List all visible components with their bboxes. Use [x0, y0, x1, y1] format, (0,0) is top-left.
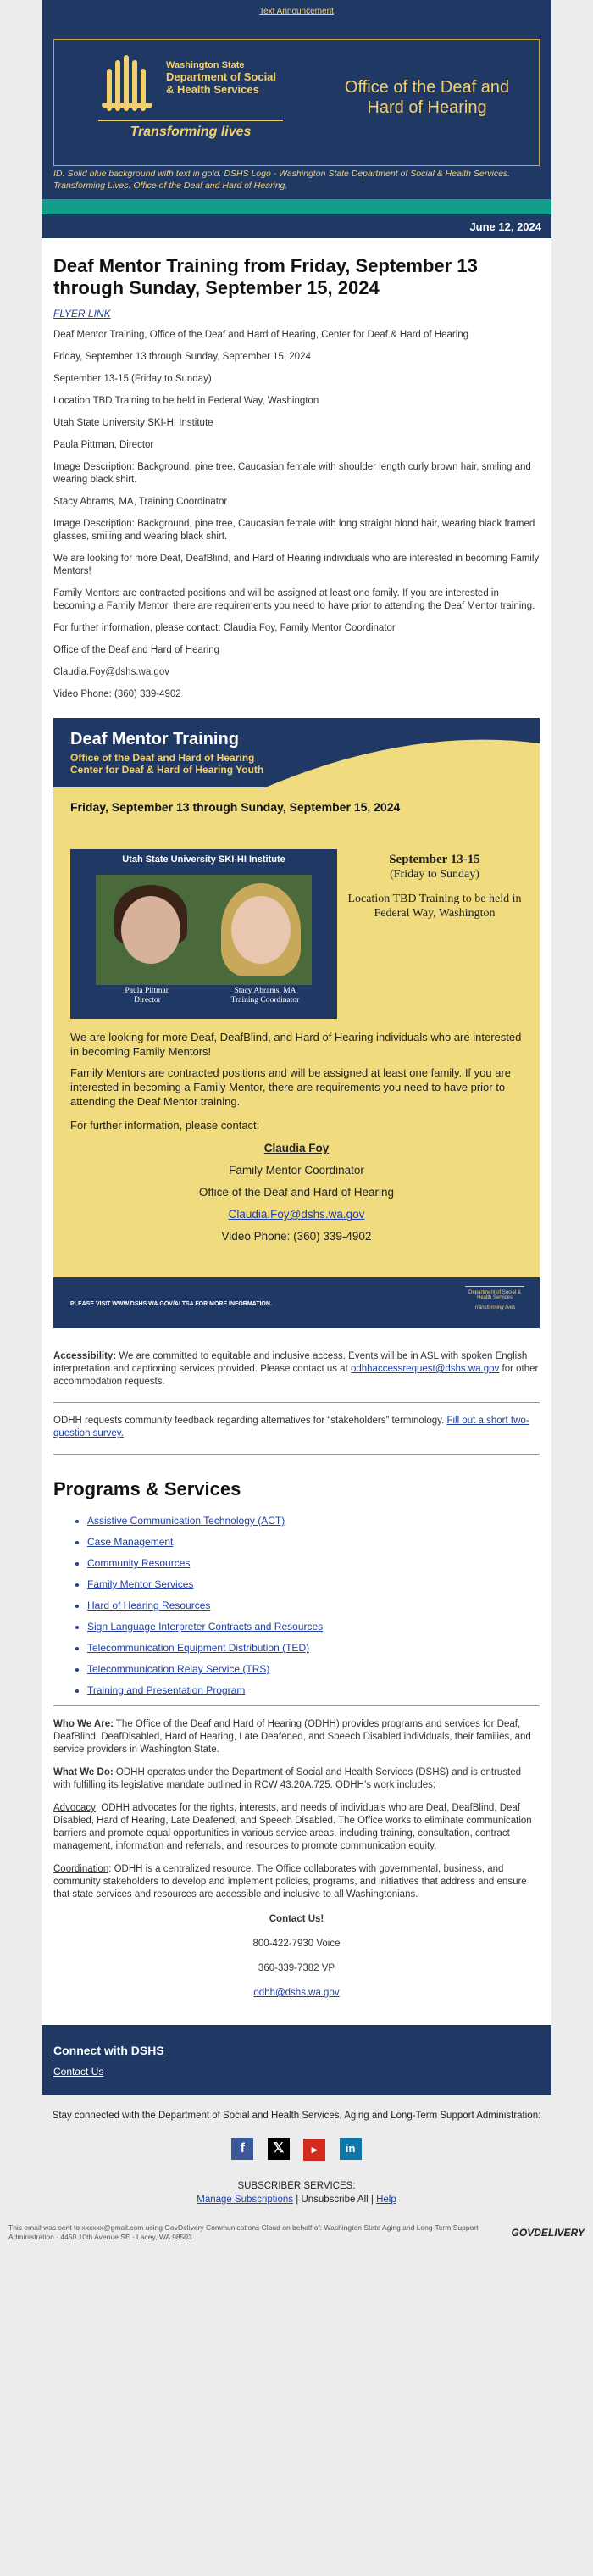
- facebook-icon[interactable]: f: [231, 2138, 253, 2160]
- stay-connected-text: Stay connected with the Department of Social and Health Services, Aging and Long-Term Support Administration:: [52, 2111, 541, 2121]
- flyer-mini-logo-text: Department of Social & Health Services: [468, 1290, 521, 1300]
- article-paragraph: Utah State University SKI-HI Institute: [53, 418, 213, 428]
- flyer-mini-logo: [465, 1286, 524, 1319]
- flyer-photo-panel: [70, 849, 337, 1019]
- what-label: What We Do:: [53, 1767, 114, 1778]
- banner-office-name: Office of the Deaf and Hard of Hearing: [344, 78, 510, 117]
- x-icon[interactable]: 𝕏: [268, 2138, 290, 2160]
- flyer-side-dates: September 13-15: [389, 853, 480, 866]
- contact-voice: 800-422-7930 Voice: [252, 1939, 341, 1949]
- person1-caption: [101, 987, 194, 1005]
- article-paragraph: September 13-15 (Friday to Sunday): [53, 374, 212, 384]
- who-we-are: [53, 1718, 540, 1756]
- person2-role: Training Coordinator: [230, 996, 300, 1004]
- unsubscribe-link[interactable]: Unsubscribe All: [301, 2195, 369, 2205]
- coordination-text: : ODHH is a centralized resource. The Office collaborates with governmental, business, and community stakeholders to develop and implement policies, programs, and initiatives that address and ensure that state services and resources are accessible and inclusive to all Washingtonians.: [53, 1864, 527, 1900]
- text-announcement-link[interactable]: Text Announcement: [259, 7, 334, 16]
- program-link-trs[interactable]: Telecommunication Relay Service (TRS): [87, 1663, 270, 1675]
- article-paragraph: Location TBD Training to be held in Federal Way, Washington: [53, 396, 319, 406]
- social-icons: [42, 2138, 551, 2161]
- program-link-family-mentor[interactable]: Family Mentor Services: [87, 1578, 194, 1590]
- manage-subscriptions-link[interactable]: Manage Subscriptions: [197, 2195, 294, 2205]
- issue-date: June 12, 2024: [469, 220, 541, 233]
- flyer-dates: Friday, September 13 through Sunday, September 15, 2024: [70, 800, 401, 814]
- separator: |: [296, 2195, 299, 2205]
- person2-name: Stacy Abrams, MA: [234, 987, 296, 995]
- person1-name: Paula Pittman: [125, 987, 170, 995]
- survey-link[interactable]: Fill out a short two-question survey.: [53, 1416, 529, 1438]
- coordination-paragraph: [53, 1863, 540, 1901]
- program-item: [87, 1556, 540, 1570]
- flyer-contact-name: Claudia Foy: [263, 1142, 330, 1154]
- article-paragraph: Family Mentors are contracted positions and will be assigned at least one family. If you are interested in becoming a Family Mentor, there are requirements you need to have prior to attending the Deaf Mentor training.: [53, 588, 535, 611]
- program-item: [87, 1641, 540, 1655]
- dshs-hands-icon: [98, 52, 161, 120]
- advocacy-paragraph: [53, 1802, 540, 1853]
- person1-role: Director: [134, 996, 161, 1004]
- connect-band: [42, 2025, 551, 2095]
- flyer-photo-header: Utah State University SKI-HI Institute: [122, 854, 285, 865]
- contact-us-link[interactable]: Contact Us: [53, 2066, 104, 2078]
- flyer-side-days: (Friday to Sunday): [390, 868, 479, 881]
- flyer-mini-logo-tag: Transforming lives: [474, 1305, 516, 1310]
- presenters-photo: [96, 875, 312, 985]
- logo-line2: Department of Social & Health Services: [166, 70, 277, 96]
- flyer-side-info: [346, 852, 524, 921]
- program-link-training[interactable]: Training and Presentation Program: [87, 1684, 246, 1696]
- coordination-label: Coordination: [53, 1864, 109, 1874]
- program-item: [87, 1577, 540, 1591]
- accessibility-text2: for other accommodation requests.: [53, 1364, 539, 1387]
- article-paragraph: Friday, September 13 through Sunday, September 15, 2024: [53, 352, 311, 362]
- flyer-sub1: Office of the Deaf and Hard of Hearing: [70, 752, 255, 764]
- who-label: Who We Are:: [53, 1719, 114, 1729]
- program-link-case-management[interactable]: Case Management: [87, 1536, 174, 1548]
- program-item: [87, 1620, 540, 1633]
- flyer-contact-office: Office of the Deaf and Hard of Hearing: [198, 1186, 395, 1199]
- flyer-side-location: Location TBD Training to be held in Federal Way, Washington: [347, 893, 522, 920]
- header-banner: [53, 39, 540, 166]
- connect-heading-link[interactable]: Connect with DSHS: [53, 2044, 164, 2057]
- header-image-description: ID: Solid blue background with text in gold. DSHS Logo - Washington State Department of Social & Health Services. Transforming Lives. Office of the Deaf and Hard of Hearing.: [53, 169, 511, 191]
- govdelivery-logo: GOVDELIVERY: [511, 2227, 585, 2239]
- program-item: [87, 1662, 540, 1676]
- flyer-bottom-band: [53, 1277, 540, 1328]
- accessibility-label: Accessibility:: [53, 1351, 117, 1361]
- flyer-para2: Family Mentors are contracted positions and will be assigned at least one family. If you are interested in becoming a Family Mentor, there are requirements you need to have prior to attending the Deaf Mentor training.: [70, 1066, 512, 1108]
- article-paragraph: Office of the Deaf and Hard of Hearing: [53, 645, 220, 655]
- logo-divider: [98, 120, 283, 121]
- subscriber-links: [42, 2195, 551, 2205]
- feedback-text: ODHH requests community feedback regarding alternatives for “stakeholders” terminology.: [53, 1416, 447, 1426]
- programs-list: [53, 1514, 540, 1697]
- program-item: [87, 1514, 540, 1527]
- person2-caption: [214, 987, 316, 1005]
- article-paragraph: We are looking for more Deaf, DeafBlind, and Hard of Hearing individuals who are interested in becoming Family Mentors!: [53, 554, 540, 576]
- email-body: [42, 238, 551, 2025]
- help-link[interactable]: Help: [376, 2195, 396, 2205]
- dshs-logo: [98, 52, 285, 153]
- flyer-link[interactable]: FLYER LINK: [53, 308, 111, 320]
- article-title: Deaf Mentor Training from Friday, September 13 through Sunday, September 15, 2024: [53, 255, 478, 298]
- what-text: ODHH operates under the Department of Social and Health Services (DSHS) and is entrusted with fulfilling its legislative mandate outlined in RCW 43.20A.725. ODHH’s work includes:: [53, 1767, 522, 1790]
- feedback-paragraph: [53, 1415, 540, 1440]
- date-band: [42, 214, 551, 238]
- program-item: [87, 1535, 540, 1549]
- subscriber-label: SUBSCRIBER SERVICES:: [237, 2181, 356, 2191]
- flyer-contact-title: Family Mentor Coordinator: [229, 1164, 364, 1177]
- advocacy-text: : ODHH advocates for the rights, interests, and needs of individuals who are Deaf, DeafBlind, Deaf Disabled, Hard of Hearing, Late Deafened, and Speech Disabled. The Office works to eliminate communication barriers and promote equal opportunities in various service areas, including training, consultation, contract management, information and referrals, and resources to promote communication equity.: [53, 1803, 532, 1851]
- article-paragraph: For further information, please contact: Claudia Foy, Family Mentor Coordinator: [53, 623, 396, 633]
- logo-line1: Washington State: [166, 60, 245, 70]
- article-paragraph: Deaf Mentor Training, Office of the Deaf and Hard of Hearing, Center for Deaf & Hard of Hearing: [53, 330, 469, 340]
- flyer-contact-intro: For further information, please contact:: [70, 1119, 260, 1132]
- contact-email-link[interactable]: odhh@dshs.wa.gov: [253, 1988, 340, 1998]
- email-container: [42, 0, 551, 2095]
- flyer-contact-vp: Video Phone: (360) 339-4902: [221, 1230, 372, 1243]
- article-paragraph: Video Phone: (360) 339-4902: [53, 689, 181, 699]
- article-paragraph: Image Description: Background, pine tree, Caucasian female with long straight blond hair, wearing black framed glasses, smiling and wearing black shirt.: [53, 519, 535, 542]
- program-item: [87, 1683, 540, 1697]
- flyer-sub2: Center for Deaf & Hard of Hearing Youth: [70, 764, 264, 776]
- accessibility-text: We are committed to equitable and inclusive access. Events will be in ASL with spoken English interpretation and captioning services provided. Please contact us at: [53, 1351, 528, 1374]
- flyer-subtitle: [70, 752, 263, 776]
- contact-vp: 360-339-7382 VP: [258, 1963, 335, 1973]
- article-paragraph: Claudia.Foy@dshs.wa.gov: [53, 667, 169, 677]
- linkedin-icon[interactable]: in: [340, 2138, 362, 2160]
- program-link-act[interactable]: Assistive Communication Technology (ACT): [87, 1515, 285, 1527]
- email-footer: [0, 2095, 593, 2249]
- programs-heading: Programs & Services: [53, 1478, 241, 1499]
- advocacy-label: Advocacy: [53, 1803, 96, 1813]
- access-request-email-link[interactable]: odhhaccessrequest@dshs.wa.gov: [350, 1364, 500, 1374]
- fine-print-row: [8, 2223, 585, 2249]
- program-link-hard-of-hearing[interactable]: Hard of Hearing Resources: [87, 1600, 211, 1611]
- flyer-contact-email: Claudia.Foy@dshs.wa.gov: [228, 1208, 365, 1221]
- program-link-community-resources[interactable]: Community Resources: [87, 1557, 191, 1569]
- fine-print: This email was sent to xxxxxx@gmail.com using GovDelivery Communications Cloud on behalf of: Washington State Aging and Long-Term Support Administration · 4450 10th Avenue SE · Lacey, WA 98503: [8, 2223, 479, 2241]
- teal-divider: [42, 199, 551, 214]
- flyer-footer-url: PLEASE VISIT WWW.DSHS.WA.GOV/ALTSA FOR MORE INFORMATION.: [70, 1301, 272, 1307]
- contact-heading: Contact Us!: [269, 1914, 324, 1924]
- what-we-do: [53, 1766, 540, 1792]
- program-link-interpreter[interactable]: Sign Language Interpreter Contracts and Resources: [87, 1621, 324, 1633]
- flyer-title: Deaf Mentor Training: [70, 730, 239, 748]
- flyer-para1: We are looking for more Deaf, DeafBlind, and Hard of Hearing individuals who are interested in becoming Family Mentors!: [70, 1031, 522, 1058]
- flyer-top-band: [53, 718, 540, 787]
- program-link-ted[interactable]: Telecommunication Equipment Distribution (TED): [87, 1642, 310, 1654]
- youtube-icon[interactable]: ▶: [303, 2139, 325, 2161]
- accessibility-paragraph: [53, 1350, 540, 1388]
- article-paragraphs: [53, 329, 540, 701]
- logo-tagline: Transforming lives: [130, 125, 252, 139]
- separator: |: [370, 2195, 374, 2205]
- program-item: [87, 1599, 540, 1612]
- article-paragraph: Image Description: Background, pine tree, Caucasian female with shoulder length curly brown hair, smiling and wearing black shirt.: [53, 462, 531, 485]
- training-flyer-image: [53, 718, 540, 1328]
- article-paragraph: Paula Pittman, Director: [53, 440, 154, 450]
- email-header: [42, 0, 551, 199]
- who-text: The Office of the Deaf and Hard of Hearing (ODHH) provides programs and services for Deaf, DeafBlind, DeafDisabled, Hard of Hearing, Late Deafened, and Speech Disabled individuals, their families, and service providers in Washington State.: [53, 1719, 531, 1755]
- article-paragraph: Stacy Abrams, MA, Training Coordinator: [53, 497, 228, 507]
